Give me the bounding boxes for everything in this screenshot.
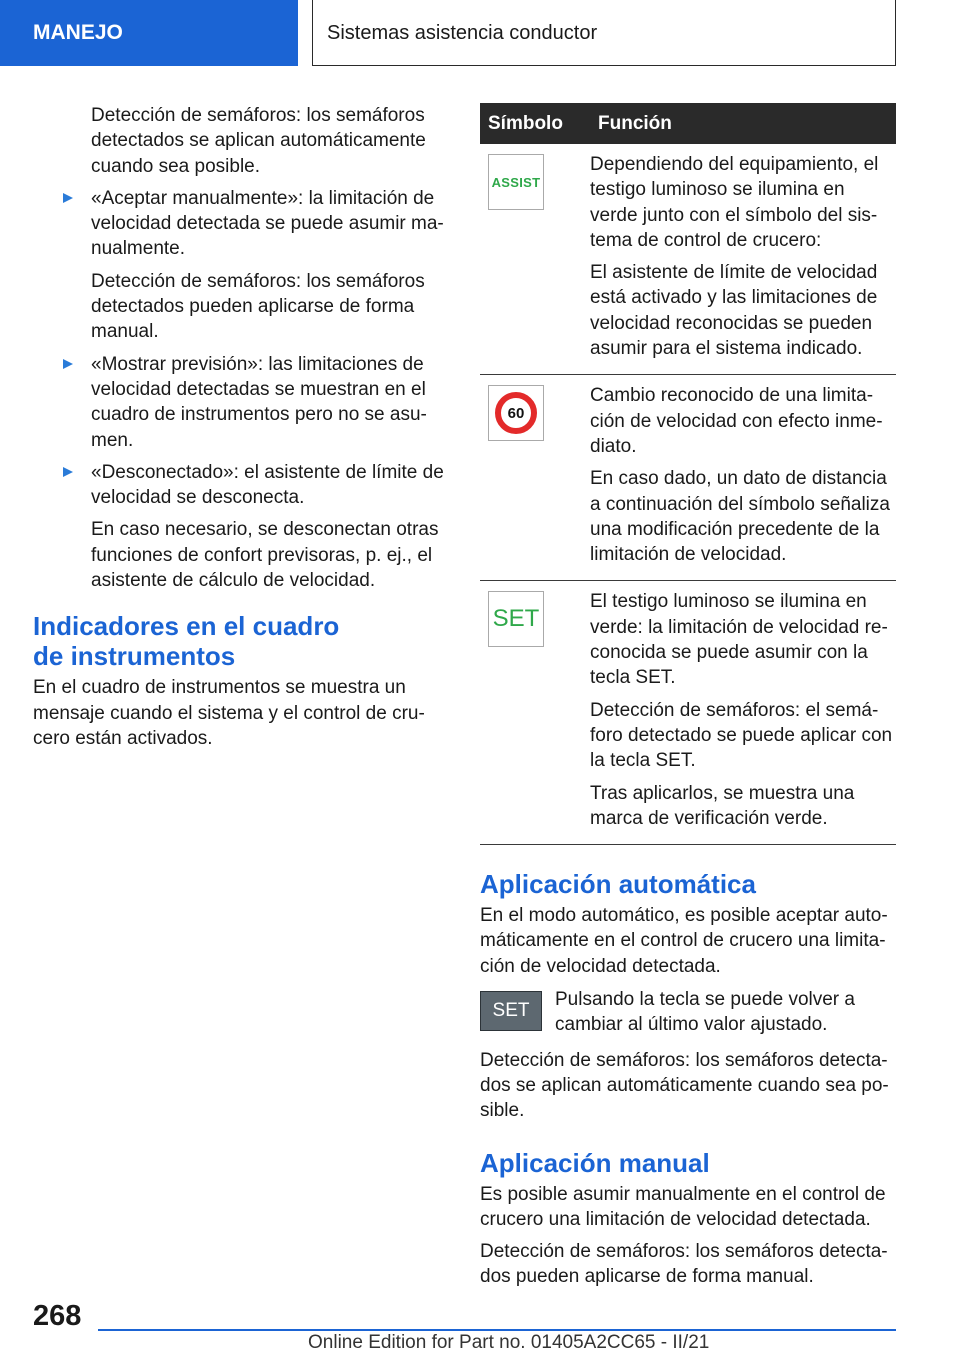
section-body: En el modo automático, es posible aceptar auto-máticamente en el control de crucero una limita-ción de velocidad detectada. [480, 905, 888, 977]
row-description: Tras aplicarlos, se muestra una marca de verificación verde. [590, 782, 855, 829]
list-item [33, 460, 447, 511]
list-item [33, 352, 447, 453]
section-tab: MANEJO [0, 0, 298, 66]
page-header [0, 0, 960, 66]
column-header-symbol: Símbolo [480, 103, 590, 144]
list-item-text: «Mostrar previsión»: las limitaciones de velocidad detectadas se muestran en el cuadro de instrumentos pero no se asu-men. [91, 353, 427, 451]
bullet-triangle-icon [63, 193, 73, 203]
set-key-icon: SET [480, 991, 542, 1031]
footer-edition: Online Edition for Part no. 01405A2CC65 - II/21 [308, 1332, 710, 1353]
table-row [480, 144, 896, 375]
row-description: El testigo luminoso se ilumina en verde: la limitación de velocidad re-conocida se puede asumir con la tecla SET. [590, 591, 888, 689]
table-row [480, 375, 896, 581]
page-number: 268 [33, 1300, 82, 1332]
section-body: En el cuadro de instrumentos se muestra un mensaje cuando el sistema y el control de cru-cero están activados. [33, 677, 425, 749]
bullet-triangle-icon [63, 359, 73, 369]
list-item-subtext: Detección de semáforos: los semáforos detectados pueden aplicarse de forma manual. [91, 270, 425, 343]
section-heading: Indicadores en el cuadro de instrumentos [33, 611, 340, 672]
chapter-title: Sistemas asistencia conductor [312, 0, 896, 66]
column-header-function: Función [590, 103, 896, 144]
row-description: Dependiendo del equipamiento, el testigo luminoso se ilumina en verde junto con el símbolo del sis-tema de control de crucero: [590, 154, 879, 251]
list-item [33, 186, 447, 262]
row-description: Detección de semáforos: el semá-foro detectado se puede aplicar con la tecla SET. [590, 699, 893, 772]
row-description: Cambio reconocido de una limita-ción de velocidad con efecto inme-diato. [590, 385, 883, 457]
section-heading: Aplicación automática [480, 869, 756, 900]
left-column [33, 103, 447, 751]
row-description: En caso dado, un dato de distancia a continuación del símbolo señaliza una modificación precedente de la limitación de velocidad. [590, 468, 890, 566]
set-indicator-icon: SET [488, 591, 544, 647]
set-key-text: Pulsando la tecla se puede volver a cambiar al último valor ajustado. [555, 989, 855, 1036]
bullet-triangle-icon [63, 467, 73, 477]
section-body: Es posible asumir manualmente en el control de crucero una limitación de velocidad detectada. [480, 1183, 886, 1230]
row-description: El asistente de límite de velocidad está activado y las limitaciones de velocidad reconocidas se pueden asumir para el sistema indicado. [590, 262, 878, 360]
symbol-table [480, 103, 896, 845]
right-column [480, 103, 896, 1290]
list-item-text: «Desconectado»: el asistente de límite de velocidad se desconecta. [91, 461, 444, 509]
table-header-row [480, 103, 896, 144]
set-key-note [480, 987, 896, 1038]
list-item-subtext: En caso necesario, se desconectan otras funciones de confort previsoras, p. ej., el asistente de cálculo de velocidad. [91, 519, 439, 592]
speed-limit-sign-icon: 60 [488, 385, 544, 441]
assist-indicator-icon: ASSIST [488, 154, 544, 210]
table-row [480, 581, 896, 845]
section-body: Detección de semáforos: los semáforos detecta-dos se aplican automáticamente cuando sea po-sible. [480, 1049, 889, 1122]
section-heading: Aplicación manual [480, 1147, 710, 1178]
footer-divider [98, 1329, 896, 1331]
traffic-light-note: Detección de semáforos: los semáforos detectados se aplican automáticamente cuando sea posible. [91, 105, 426, 177]
list-item-text: «Aceptar manualmente»: la limitación de velocidad detectada se puede asumir ma-nualmente. [91, 187, 444, 260]
section-body: Detección de semáforos: los semáforos detecta-dos pueden aplicarse de forma manual. [480, 1241, 888, 1288]
